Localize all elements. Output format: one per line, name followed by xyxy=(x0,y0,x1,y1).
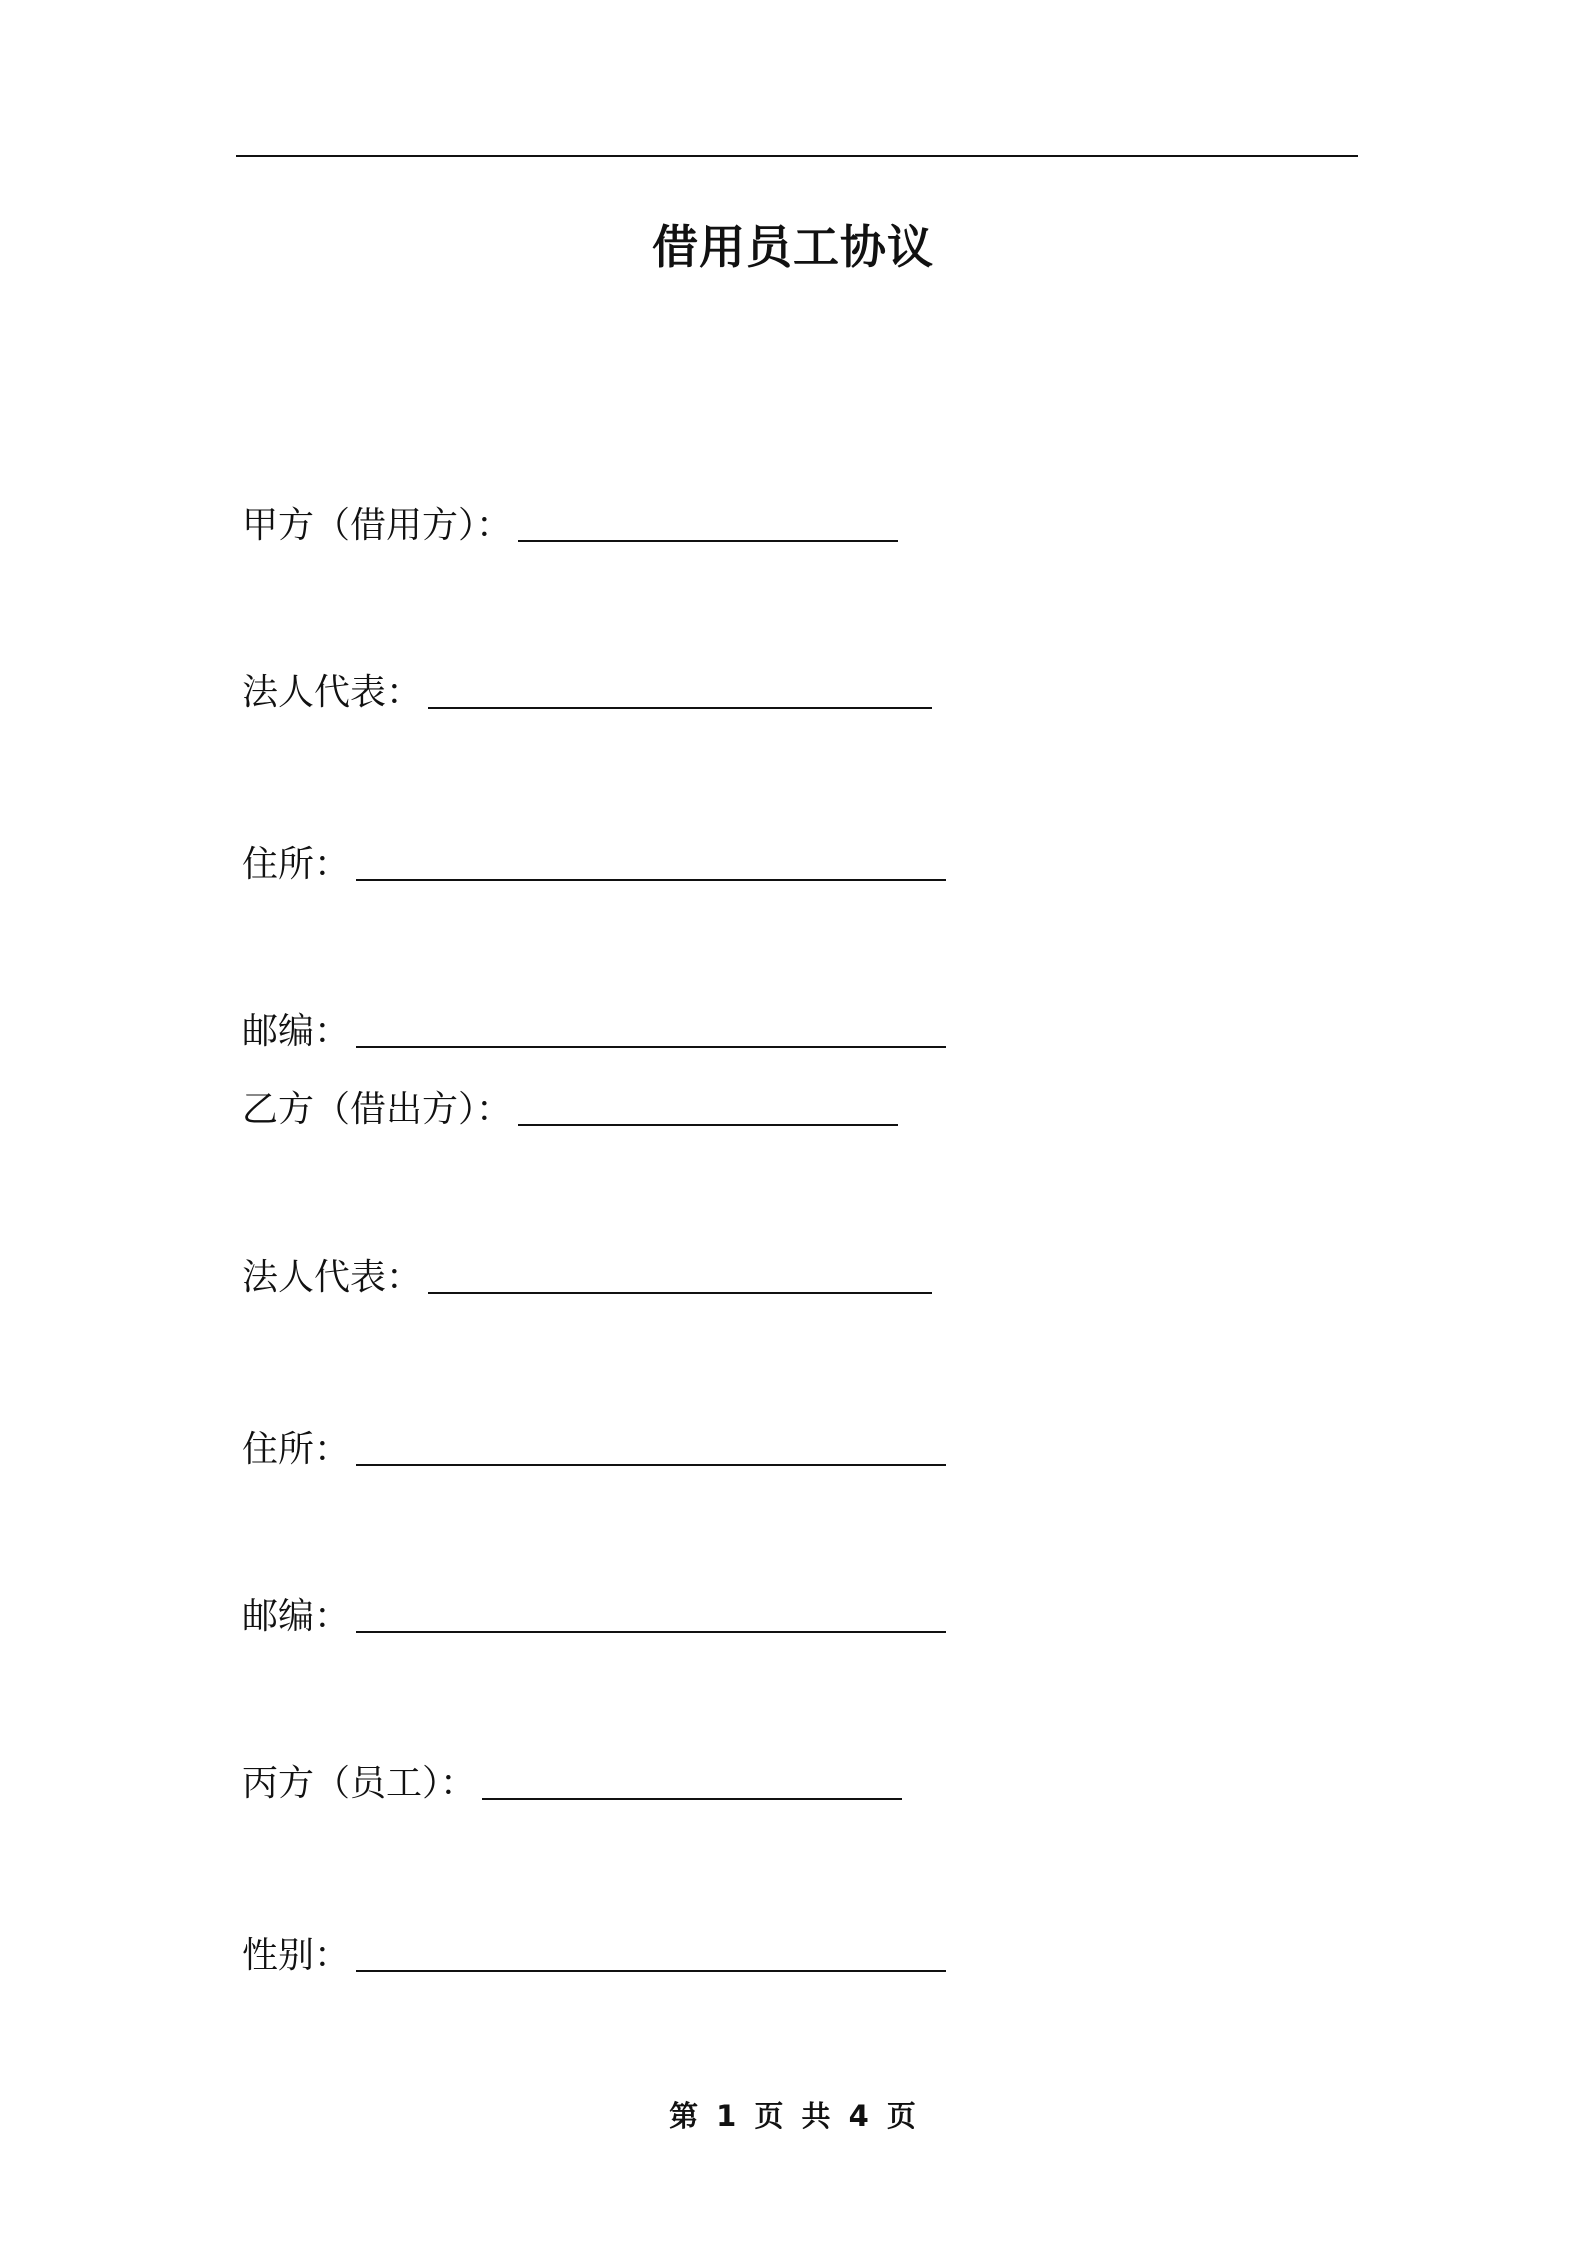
fill-in-line[interactable] xyxy=(482,1798,902,1800)
field-party-a-legal-rep xyxy=(242,667,932,715)
page-number: 第 1 页 共 4 页 xyxy=(669,2099,917,2133)
fill-in-line[interactable] xyxy=(356,1046,946,1048)
fill-in-line[interactable] xyxy=(356,1970,946,1972)
field-party-a-address xyxy=(242,839,946,887)
field-label: 甲方（借用方）： xyxy=(242,505,513,546)
fill-in-line[interactable] xyxy=(356,879,946,881)
field-party-b xyxy=(242,1084,898,1132)
fill-in-line[interactable] xyxy=(428,1292,932,1294)
field-party-a-postcode xyxy=(242,1006,946,1054)
field-label: 邮编： xyxy=(242,1011,351,1052)
field-label: 住所： xyxy=(242,844,351,885)
field-label: 丙方（员工）： xyxy=(242,1763,477,1804)
fill-in-line[interactable] xyxy=(518,1124,898,1126)
field-label: 住所： xyxy=(242,1429,351,1470)
document-title: 借用员工协议 xyxy=(652,220,934,274)
field-label: 法人代表： xyxy=(242,1257,423,1298)
field-label: 性别： xyxy=(242,1935,351,1976)
field-party-b-legal-rep xyxy=(242,1252,932,1300)
field-party-a xyxy=(242,500,898,548)
field-label: 法人代表： xyxy=(242,672,423,713)
field-party-b-postcode xyxy=(242,1591,946,1639)
fill-in-line[interactable] xyxy=(356,1464,946,1466)
header-rule xyxy=(236,155,1358,157)
field-label: 乙方（借出方）： xyxy=(242,1089,513,1130)
fill-in-line[interactable] xyxy=(518,540,898,542)
field-gender xyxy=(242,1930,946,1978)
field-label: 邮编： xyxy=(242,1596,351,1637)
fill-in-line[interactable] xyxy=(356,1631,946,1633)
field-party-c xyxy=(242,1758,902,1806)
field-party-b-address xyxy=(242,1424,946,1472)
fill-in-line[interactable] xyxy=(428,707,932,709)
